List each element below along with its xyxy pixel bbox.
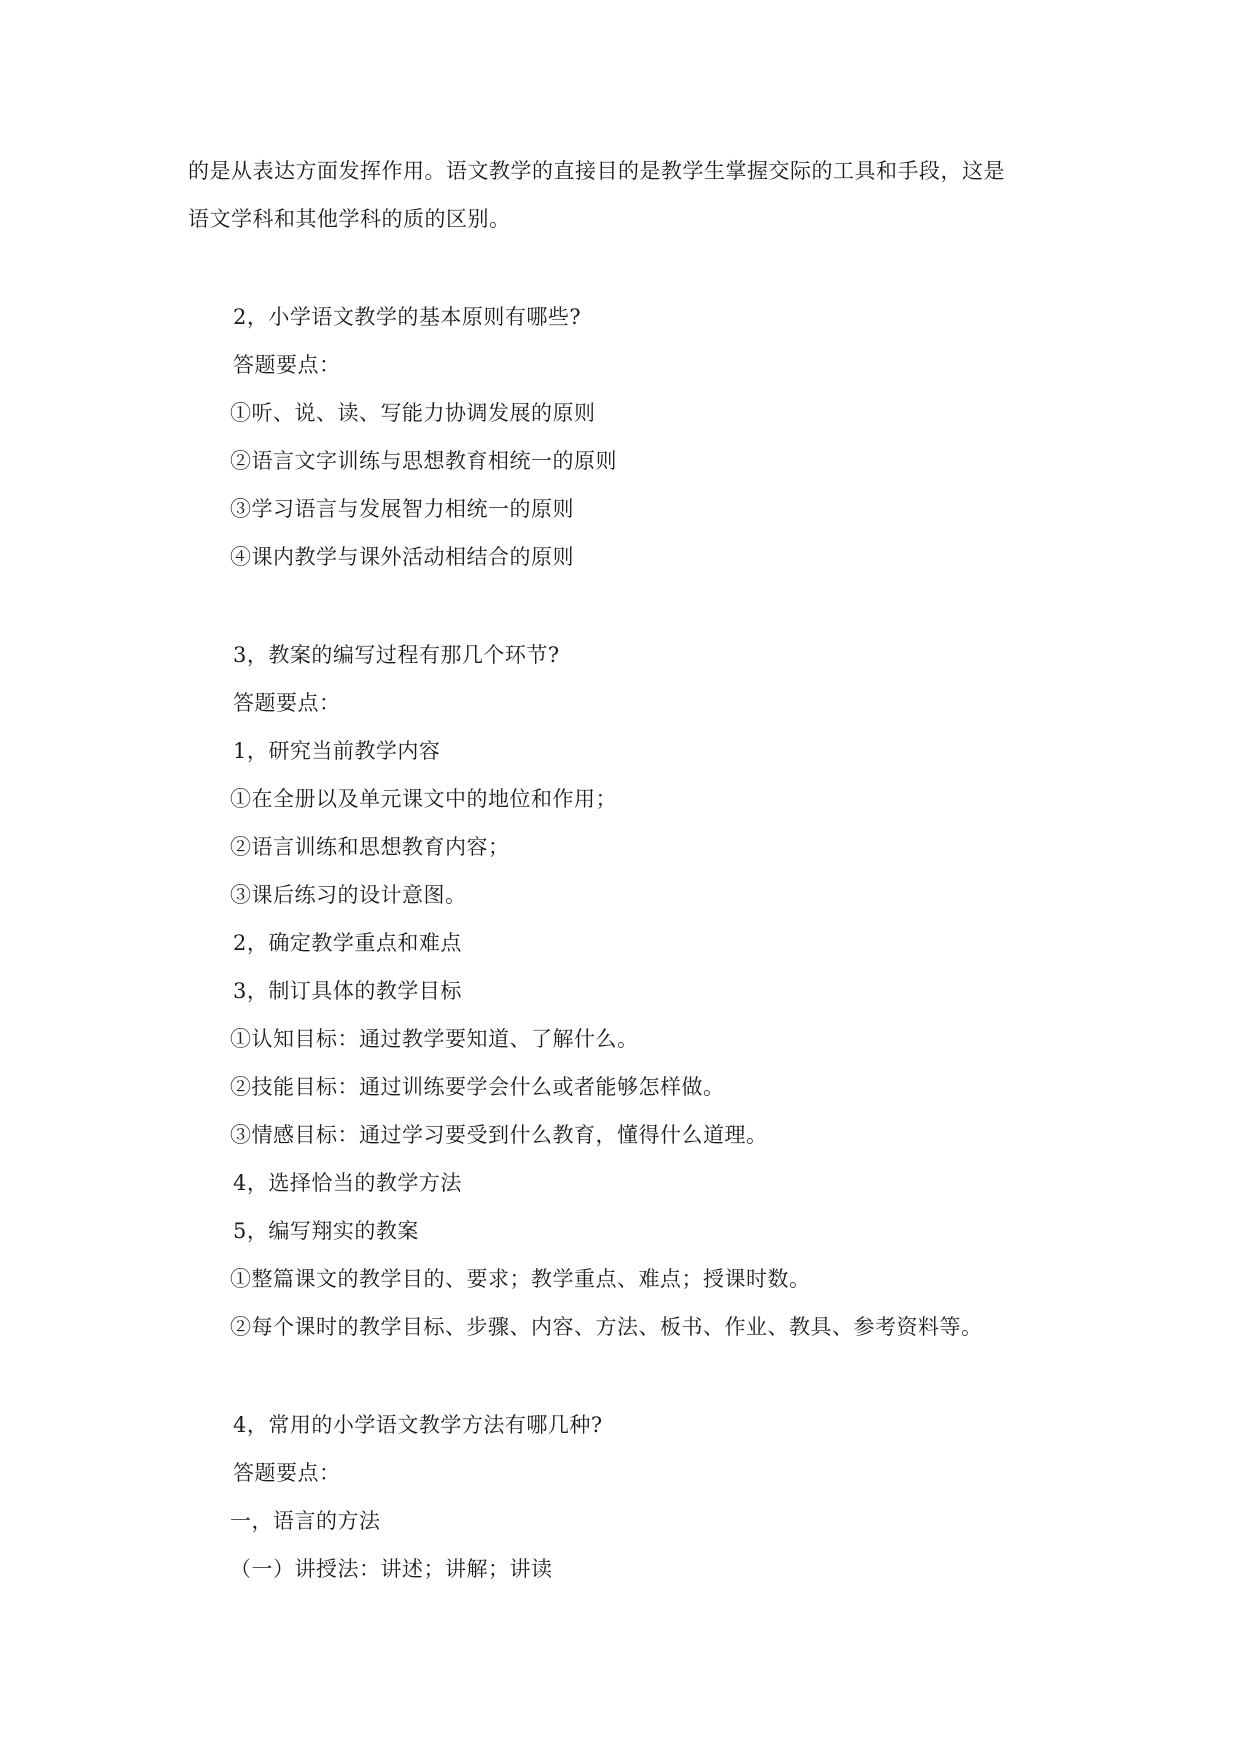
intro-line-1: 的是从表达方面发挥作用。语文教学的直接目的是教学生掌握交际的工具和手段，这是 [188,159,1005,183]
list-item: 5，编写翔实的教案 [233,1219,419,1243]
question-2: 2，小学语文教学的基本原则有哪些? [233,305,582,329]
list-item: 2，确定教学重点和难点 [233,931,462,955]
list-item: （一）讲授法：讲述；讲解；讲读 [230,1557,553,1581]
list-item: ③情感目标：通过学习要受到什么教育，懂得什么道理。 [230,1123,768,1147]
list-item: ③课后练习的设计意图。 [230,883,467,907]
intro-line-2: 语文学科和其他学科的质的区别。 [188,207,511,231]
list-item: ②语言文字训练与思想教育相统一的原则 [230,449,617,473]
answer-label: 答题要点： [233,1461,341,1485]
list-item: 一，语言的方法 [230,1509,381,1533]
list-item: ④课内教学与课外活动相结合的原则 [230,545,574,569]
list-item: ①整篇课文的教学目的、要求；教学重点、难点；授课时数。 [230,1267,811,1291]
answer-label: 答题要点： [233,353,341,377]
list-item: ②技能目标：通过训练要学会什么或者能够怎样做。 [230,1075,725,1099]
list-item: ①认知目标：通过教学要知道、了解什么。 [230,1027,639,1051]
list-item: 4，选择恰当的教学方法 [233,1171,462,1195]
list-item: 3，制订具体的教学目标 [233,979,462,1003]
list-item: 1，研究当前教学内容 [233,739,441,763]
answer-label: 答题要点： [233,691,341,715]
list-item: ②语言训练和思想教育内容； [230,835,510,859]
list-item: ①听、说、读、写能力协调发展的原则 [230,401,596,425]
question-4: 4，常用的小学语文教学方法有哪几种? [233,1413,603,1437]
list-item: ③学习语言与发展智力相统一的原则 [230,497,574,521]
question-3: 3，教案的编写过程有那几个环节? [233,643,560,667]
list-item: ①在全册以及单元课文中的地位和作用； [230,787,617,811]
list-item: ②每个课时的教学目标、步骤、内容、方法、板书、作业、教具、参考资料等。 [230,1315,983,1339]
